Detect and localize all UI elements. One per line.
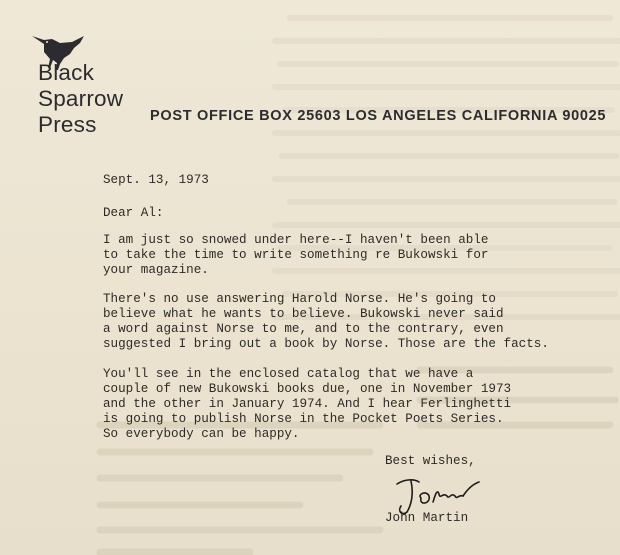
paragraph-1-line-1: I am just so snowed under here--I haven't been able xyxy=(103,233,489,247)
paragraph-2-line-4: suggested I bring out a book by Norse. Those are the facts. xyxy=(103,337,549,351)
paragraph-1-line-3: your magazine. xyxy=(103,263,209,277)
letter-date: Sept. 13, 1973 xyxy=(103,173,209,187)
signer-name: John Martin xyxy=(385,511,469,525)
paragraph-1-line-2: to take the time to write something re Bukowski for xyxy=(103,248,489,262)
paragraph-3-line-4: is going to publish Norse in the Pocket Poets Series. xyxy=(103,412,504,426)
publisher-address: POST OFFICE BOX 25603 LOS ANGELES CALIFORNIA 90025 xyxy=(150,108,607,124)
letter-closing: Best wishes, xyxy=(385,454,476,468)
publisher-name-line-1: Black xyxy=(38,60,95,85)
show-through-lower xyxy=(0,330,620,555)
publisher-name-line-2: Sparrow xyxy=(38,86,124,111)
paragraph-2-line-2: believe what he wants to believe. Bukowski never said xyxy=(103,307,504,321)
letter-salutation: Dear Al: xyxy=(103,206,164,220)
handwritten-signature xyxy=(393,476,493,518)
paragraph-2-line-1: There's no use answering Harold Norse. He's going to xyxy=(103,292,496,306)
paragraph-3-line-3: and the other in January 1974. And I hear Ferlinghetti xyxy=(103,397,512,411)
paragraph-3-line-5: So everybody can be happy. xyxy=(103,427,300,441)
publisher-name-line-3: Press xyxy=(38,112,97,137)
paragraph-3-line-2: couple of new Bukowski books due, one in November 1973 xyxy=(103,382,512,396)
paragraph-2-line-3: a word against Norse to me, and to the contrary, even xyxy=(103,322,504,336)
show-through-lines xyxy=(270,6,620,336)
paragraph-3-line-1: You'll see in the enclosed catalog that we have a xyxy=(103,367,474,381)
